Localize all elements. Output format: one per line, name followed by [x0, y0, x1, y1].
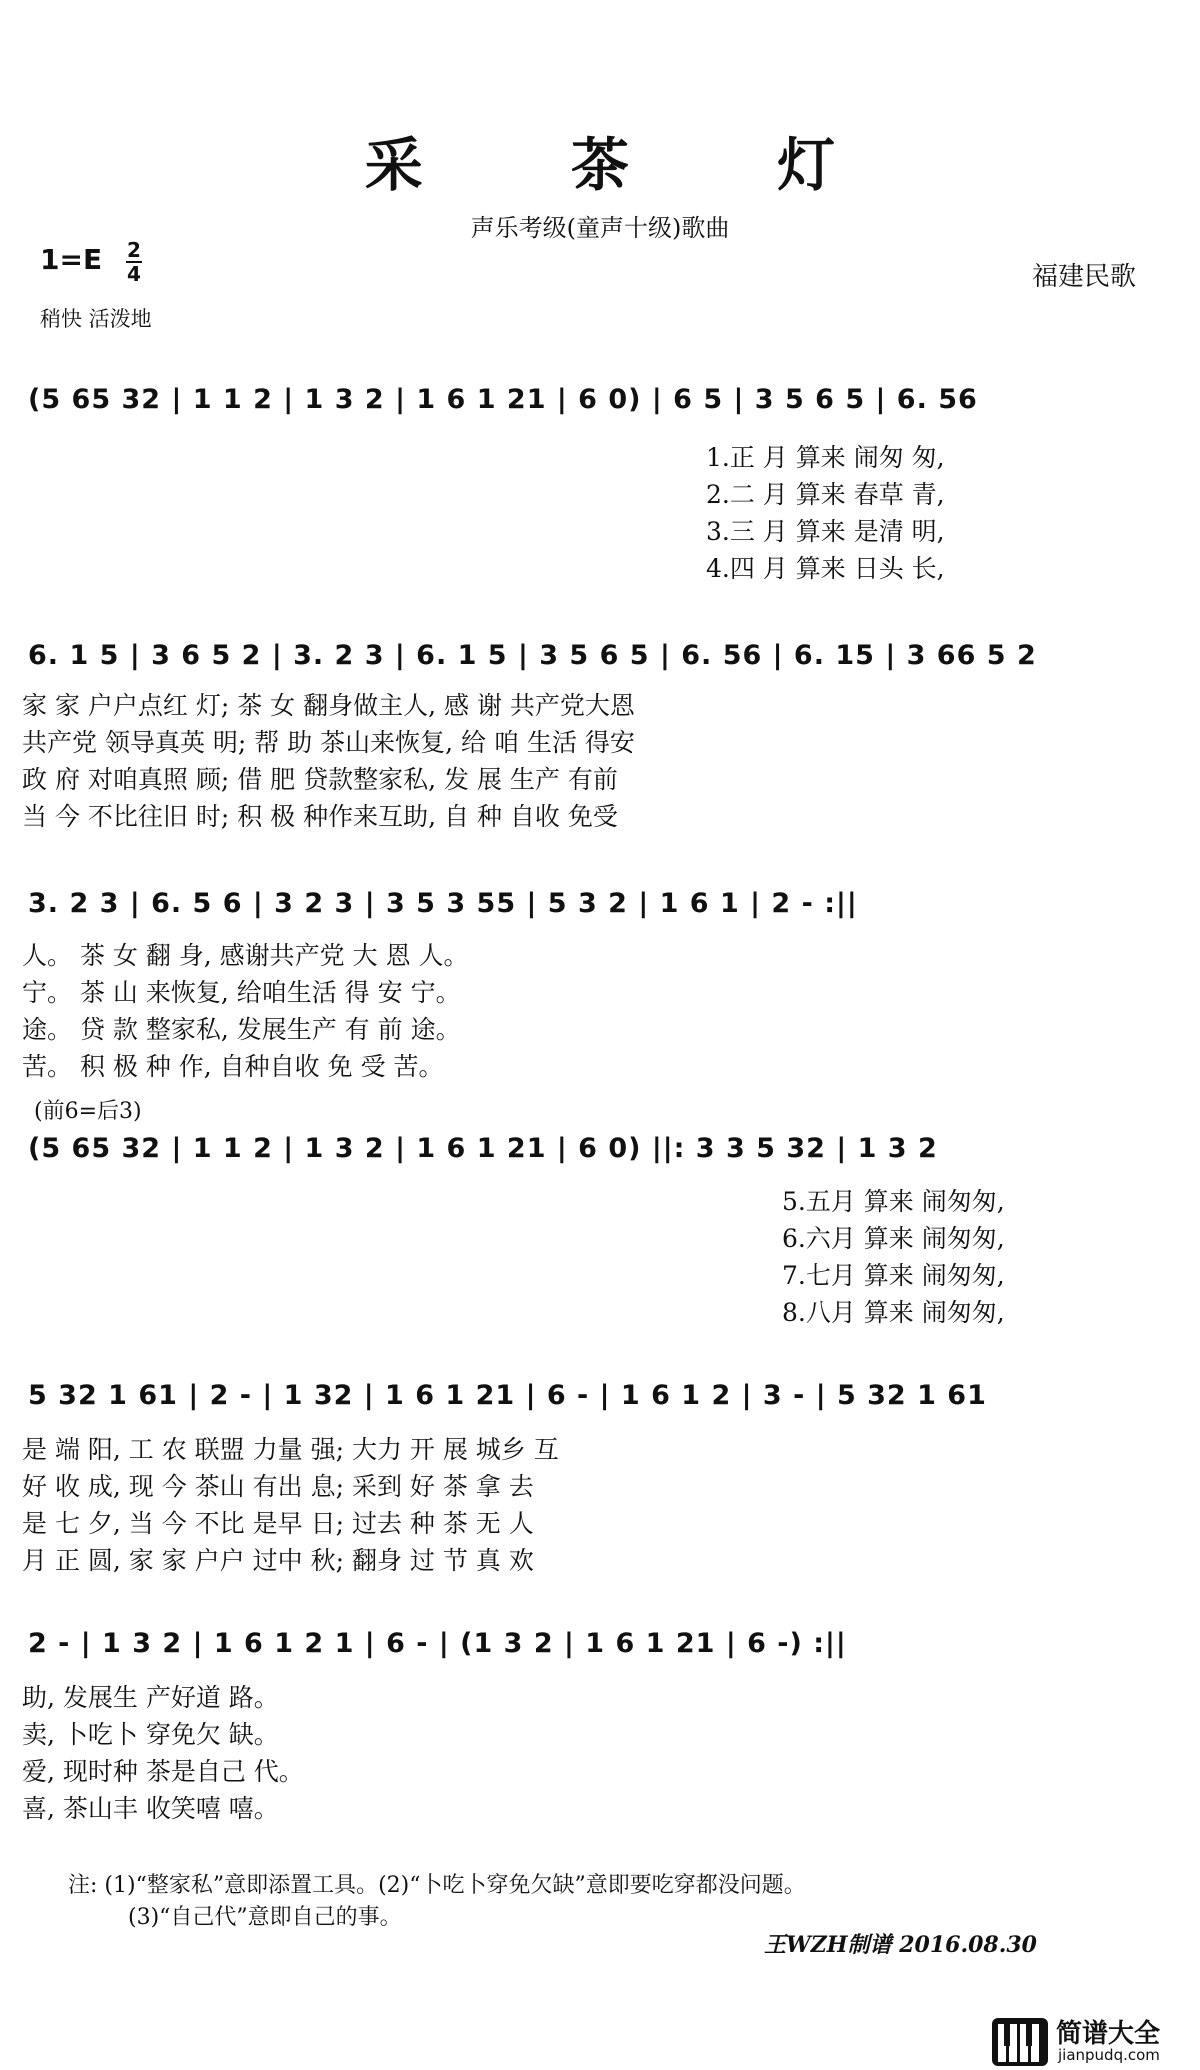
- song-title: 采 茶 灯: [364, 131, 900, 199]
- system-3-lyric-1: 人。 茶 女 翻 身, 感谢共产党 大 恩 人。: [22, 941, 469, 970]
- time-signature: [126, 240, 142, 284]
- transcriber-credit: 王WZH制谱 2016.08.30: [764, 1932, 1037, 1958]
- system-5-lyric-2: 好 收 成, 现 今 茶山 有出 息; 采到 好 茶 拿 去: [22, 1472, 534, 1501]
- logo-url: jianpudq.com: [1058, 2046, 1160, 2064]
- system-3-notes: 3. 2 3 | 6. 5 6 | 3 2 3 | 3 5 3 55 | 5 3 2 | 1 6 1 | 2 - :||: [28, 888, 858, 919]
- system-2-lyric-2: 共产党 领导真英 明; 帮 助 茶山来恢复, 给 咱 生活 得安: [22, 728, 635, 757]
- system-6-notes: 2 - | 1 3 2 | 1 6 1 2 1 | 6 - | (1 3 2 | 1 6 1 21 | 6 -) :||: [28, 1628, 847, 1659]
- system-4-lyric-4: 8.八月 算来 闹匆匆,: [782, 1298, 1005, 1327]
- system-3-lyric-4: 苦。 积 极 种 作, 自种自收 免 受 苦。: [22, 1052, 444, 1081]
- song-subtitle: 声乐考级(童声十级)歌曲: [470, 214, 730, 242]
- system-1-lyric-1: 1.正 月 算来 闹匆 匆,: [706, 443, 945, 472]
- modulation-marking: (前6=后3): [34, 1099, 142, 1124]
- system-2-lyric-3: 政 府 对咱真照 顾; 借 肥 贷款整家私, 发 展 生产 有前: [22, 765, 618, 794]
- system-4-lyric-1: 5.五月 算来 闹匆匆,: [782, 1187, 1005, 1216]
- system-1-lyric-4: 4.四 月 算来 日头 长,: [706, 554, 945, 583]
- system-5-lyric-4: 月 正 圆, 家 家 户户 过中 秋; 翻身 过 节 真 欢: [22, 1546, 534, 1575]
- system-6-lyric-2: 卖, 卜吃卜 穿免欠 缺。: [22, 1720, 279, 1749]
- system-3-lyric-2: 宁。 茶 山 来恢复, 给咱生活 得 安 宁。: [22, 978, 461, 1007]
- system-5-lyric-3: 是 七 夕, 当 今 不比 是早 日; 过去 种 茶 无 人: [22, 1509, 534, 1538]
- system-3-lyric-3: 途。 贷 款 整家私, 发展生产 有 前 途。: [22, 1015, 461, 1044]
- system-4-lyric-2: 6.六月 算来 闹匆匆,: [782, 1224, 1005, 1253]
- system-5-notes: 5 32 1 61 | 2 - | 1 32 | 1 6 1 21 | 6 - | 1 6 1 2 | 3 - | 5 32 1 61: [28, 1380, 987, 1411]
- system-6-lyric-4: 喜, 茶山丰 收笑嘻 嘻。: [22, 1794, 279, 1823]
- system-1-lyric-3: 3.三 月 算来 是清 明,: [706, 517, 945, 546]
- key-signature: 1=E: [40, 243, 103, 276]
- logo-name: 简谱大全: [1056, 2019, 1161, 2049]
- song-origin: 福建民歌: [1032, 262, 1137, 292]
- system-2-lyric-1: 家 家 户户点红 灯; 茶 女 翻身做主人, 感 谢 共产党大恩: [22, 691, 635, 720]
- time-denominator: 4: [127, 262, 141, 286]
- system-6-lyric-1: 助, 发展生 产好道 路。: [22, 1683, 279, 1712]
- system-5-lyric-1: 是 端 阳, 工 农 联盟 力量 强; 大力 开 展 城乡 互: [22, 1435, 559, 1464]
- system-2-lyric-4: 当 今 不比往旧 时; 积 极 种作来互助, 自 种 自收 免受: [22, 802, 618, 831]
- footnote-line-2: (3)“自己代”意即自己的事。: [128, 1905, 402, 1930]
- system-6-lyric-3: 爱, 现时种 茶是自己 代。: [22, 1757, 304, 1786]
- tempo-marking: 稍快 活泼地: [40, 307, 152, 331]
- system-2-notes: 6. 1 5 | 3 6 5 2 | 3. 2 3 | 6. 1 5 | 3 5 6 5 | 6. 56 | 6. 15 | 3 66 5 2: [28, 640, 1037, 671]
- time-numerator: 2: [127, 238, 141, 262]
- system-1-lyric-2: 2.二 月 算来 春草 青,: [706, 480, 945, 509]
- system-4-notes: (5 65 32 | 1 1 2 | 1 3 2 | 1 6 1 21 | 6 0) ||: 3 3 5 32 | 1 3 2: [28, 1133, 938, 1164]
- system-1-notes: (5 65 32 | 1 1 2 | 1 3 2 | 1 6 1 21 | 6 0) | 6 5 | 3 5 6 5 | 6. 56: [28, 384, 978, 415]
- system-4-lyric-3: 7.七月 算来 闹匆匆,: [782, 1261, 1005, 1290]
- footnote-line-1: 注: (1)“整家私”意即添置工具。(2)“卜吃卜穿免欠缺”意即要吃穿都没问题。: [68, 1873, 806, 1898]
